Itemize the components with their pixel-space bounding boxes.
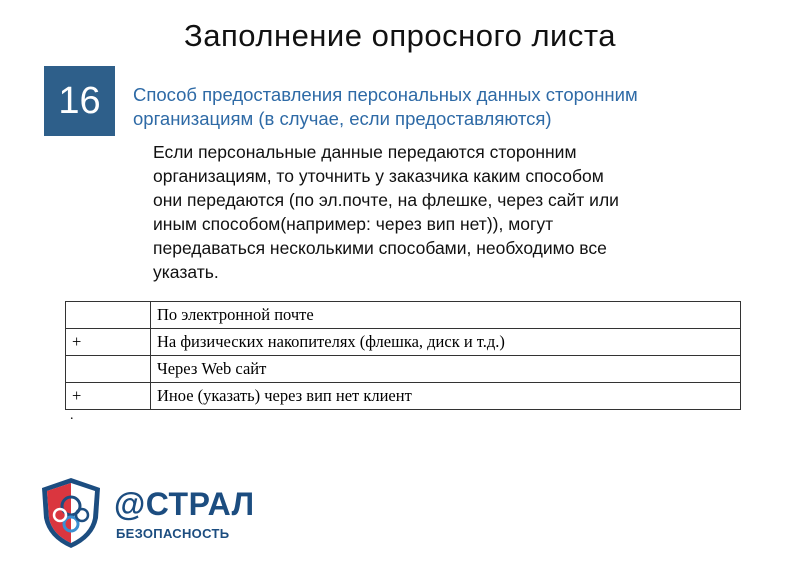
section-subtitle	[133, 83, 773, 131]
row-mark	[66, 302, 151, 329]
shield-icon	[38, 476, 104, 550]
row-label: Иное (указать) через вип нет клиент	[151, 383, 741, 410]
brand-name: @СТРАЛ	[114, 486, 255, 522]
company-logo	[38, 476, 338, 556]
brand-tagline: БЕЗОПАСНОСТЬ	[116, 526, 230, 541]
table-row	[66, 356, 741, 383]
table-row	[66, 383, 741, 410]
row-label: По электронной почте	[151, 302, 741, 329]
transfer-methods-table	[65, 301, 741, 410]
subtitle-line: организациям (в случае, если предоставляются)	[133, 108, 552, 129]
instruction-line: указать.	[153, 262, 219, 282]
table-row	[66, 329, 741, 356]
instruction-line: они передаются (по эл.почте, на флешке, через сайт или	[153, 190, 619, 210]
instruction-line: иным способом(например: через вип нет)), могут	[153, 214, 554, 234]
row-label: На физических накопителях (флешка, диск и т.д.)	[151, 329, 741, 356]
instruction-text	[153, 140, 733, 284]
table-row	[66, 302, 741, 329]
slide-title: Заполнение опросного листа	[184, 18, 616, 53]
slide-number-badge: 16	[44, 66, 115, 136]
row-label: Через Web сайт	[151, 356, 741, 383]
row-mark	[66, 356, 151, 383]
row-mark: +	[66, 329, 151, 356]
trailing-mark: .	[70, 408, 74, 423]
subtitle-line: Способ предоставления персональных данных сторонним	[133, 84, 638, 105]
instruction-line: передаваться несколькими способами, необходимо все	[153, 238, 607, 258]
row-mark: +	[66, 383, 151, 410]
instruction-line: Если персональные данные передаются сторонним	[153, 142, 577, 162]
instruction-line: организациям, то уточнить у заказчика каким способом	[153, 166, 604, 186]
